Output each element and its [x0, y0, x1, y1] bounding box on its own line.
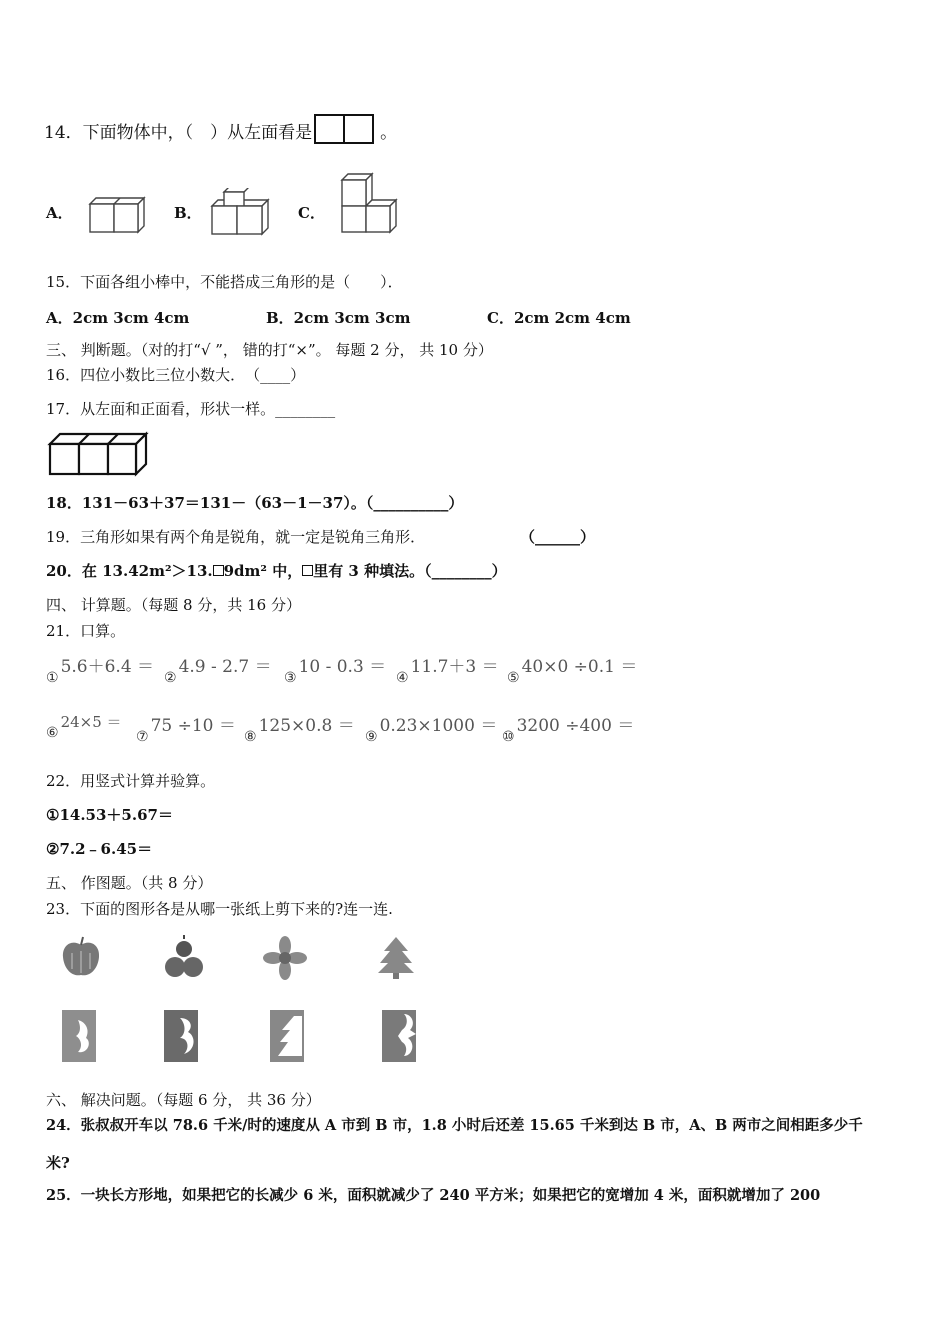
question-22a: ①14.53＋5.67＝	[46, 806, 173, 824]
oral-item: $_①$5.6＋6.4 ＝	[46, 657, 155, 686]
question-17-figure	[46, 430, 152, 478]
option-14b-figure	[208, 188, 272, 240]
blank-square-icon	[213, 565, 224, 576]
option-14c-label: C．	[298, 204, 325, 222]
gourd-shape	[162, 935, 206, 981]
question-24-line1: 24．张叔叔开车以 78.6 千米/时的速度从 A 市到 B 市，1.8 小时后还差 15.65 千米到达 B 市，A、B 两市之间相距多少千	[46, 1117, 863, 1134]
tree-shape	[374, 935, 418, 981]
paper-1	[58, 1008, 100, 1064]
oral-item: $_⑧$125×0.8 ＝	[244, 716, 355, 745]
question-21-title: 21．口算。	[46, 622, 126, 640]
oral-item: $_⑤$40×0 ÷0.1 ＝	[507, 657, 638, 686]
option-14b-label: B．	[174, 204, 202, 222]
flower-shape	[262, 935, 308, 981]
question-19-text: 19．三角形如果有两个角是锐角，就一定是锐角三角形．	[46, 528, 426, 546]
oral-item: $_⑦$75 ÷10 ＝	[136, 716, 236, 745]
paper-3	[266, 1008, 308, 1064]
apple-shape	[58, 935, 104, 981]
option-15a: A．2cm 3cm 4cm	[46, 309, 190, 327]
question-15: 15．下面各组小棒中，不能搭成三角形的是（ ）．	[46, 273, 403, 291]
question-14-tail: 。	[380, 123, 398, 143]
question-23: 23．下面的图形各是从哪一张纸上剪下来的?连一连.	[46, 900, 393, 918]
oral-item: $_④$11.7＋3 ＝	[396, 657, 499, 686]
question-20	[46, 562, 507, 580]
question-16: 16．四位小数比三位小数大． （____）	[46, 366, 306, 384]
section-4-heading: 四、 计算题。（每题 8 分，共 16 分）	[46, 596, 301, 614]
question-14	[44, 114, 397, 144]
oral-item: $_⑨$0.23×1000 ＝	[365, 716, 498, 745]
blank-square-icon	[302, 565, 313, 576]
question-18: 18．131－63＋37＝131－（63－1－37）。（__________）	[46, 494, 464, 512]
oral-item: $_③$10 - 0.3 ＝	[284, 657, 387, 686]
question-19	[46, 528, 425, 546]
section-3-heading: 三、 判断题。（对的打“√ ”， 错的打“×”。 每题 2 分， 共 10 分）	[46, 341, 493, 359]
option-14a-label: A．	[46, 204, 73, 222]
question-20-post2: 里有 3 种填法。（________）	[313, 562, 507, 580]
question-25: 25．一块长方形地，如果把它的长减少 6 米，面积就减少了 240 平方米；如果把它的宽增加 4 米，面积就增加了 200	[46, 1187, 821, 1204]
question-14-text: 14．下面物体中，（ ）从左面看是	[44, 123, 313, 143]
oral-item: $_⑩$3200 ÷400 ＝	[502, 716, 635, 745]
left-view-figure	[314, 114, 374, 144]
section-5-heading: 五、 作图题。（共 8 分）	[46, 874, 213, 892]
option-14a-figure	[86, 192, 148, 236]
question-20-post: 9dm² 中，	[223, 562, 303, 580]
paper-4	[378, 1008, 420, 1064]
option-15c: C．2cm 2cm 4cm	[487, 309, 631, 327]
paper-2	[160, 1008, 202, 1064]
question-19-blank: （______）	[520, 528, 596, 546]
option-14c-figure	[338, 170, 400, 236]
question-22-title: 22．用竖式计算并验算。	[46, 772, 216, 790]
question-24-line2: 米?	[46, 1154, 70, 1172]
option-15b: B．2cm 3cm 3cm	[266, 309, 411, 327]
oral-item: $_②$4.9 - 2.7 ＝	[164, 657, 272, 686]
question-20-pre: 20．在 13.42m²＞13.	[46, 562, 213, 580]
oral-item: $_⑥$24×5 ＝	[46, 713, 122, 741]
section-6-heading: 六、 解决问题。（每题 6 分， 共 36 分）	[46, 1091, 321, 1109]
question-17: 17．从左面和正面看，形状一样。________	[46, 400, 336, 418]
question-22b: ②7.2﹣6.45＝	[46, 840, 153, 858]
